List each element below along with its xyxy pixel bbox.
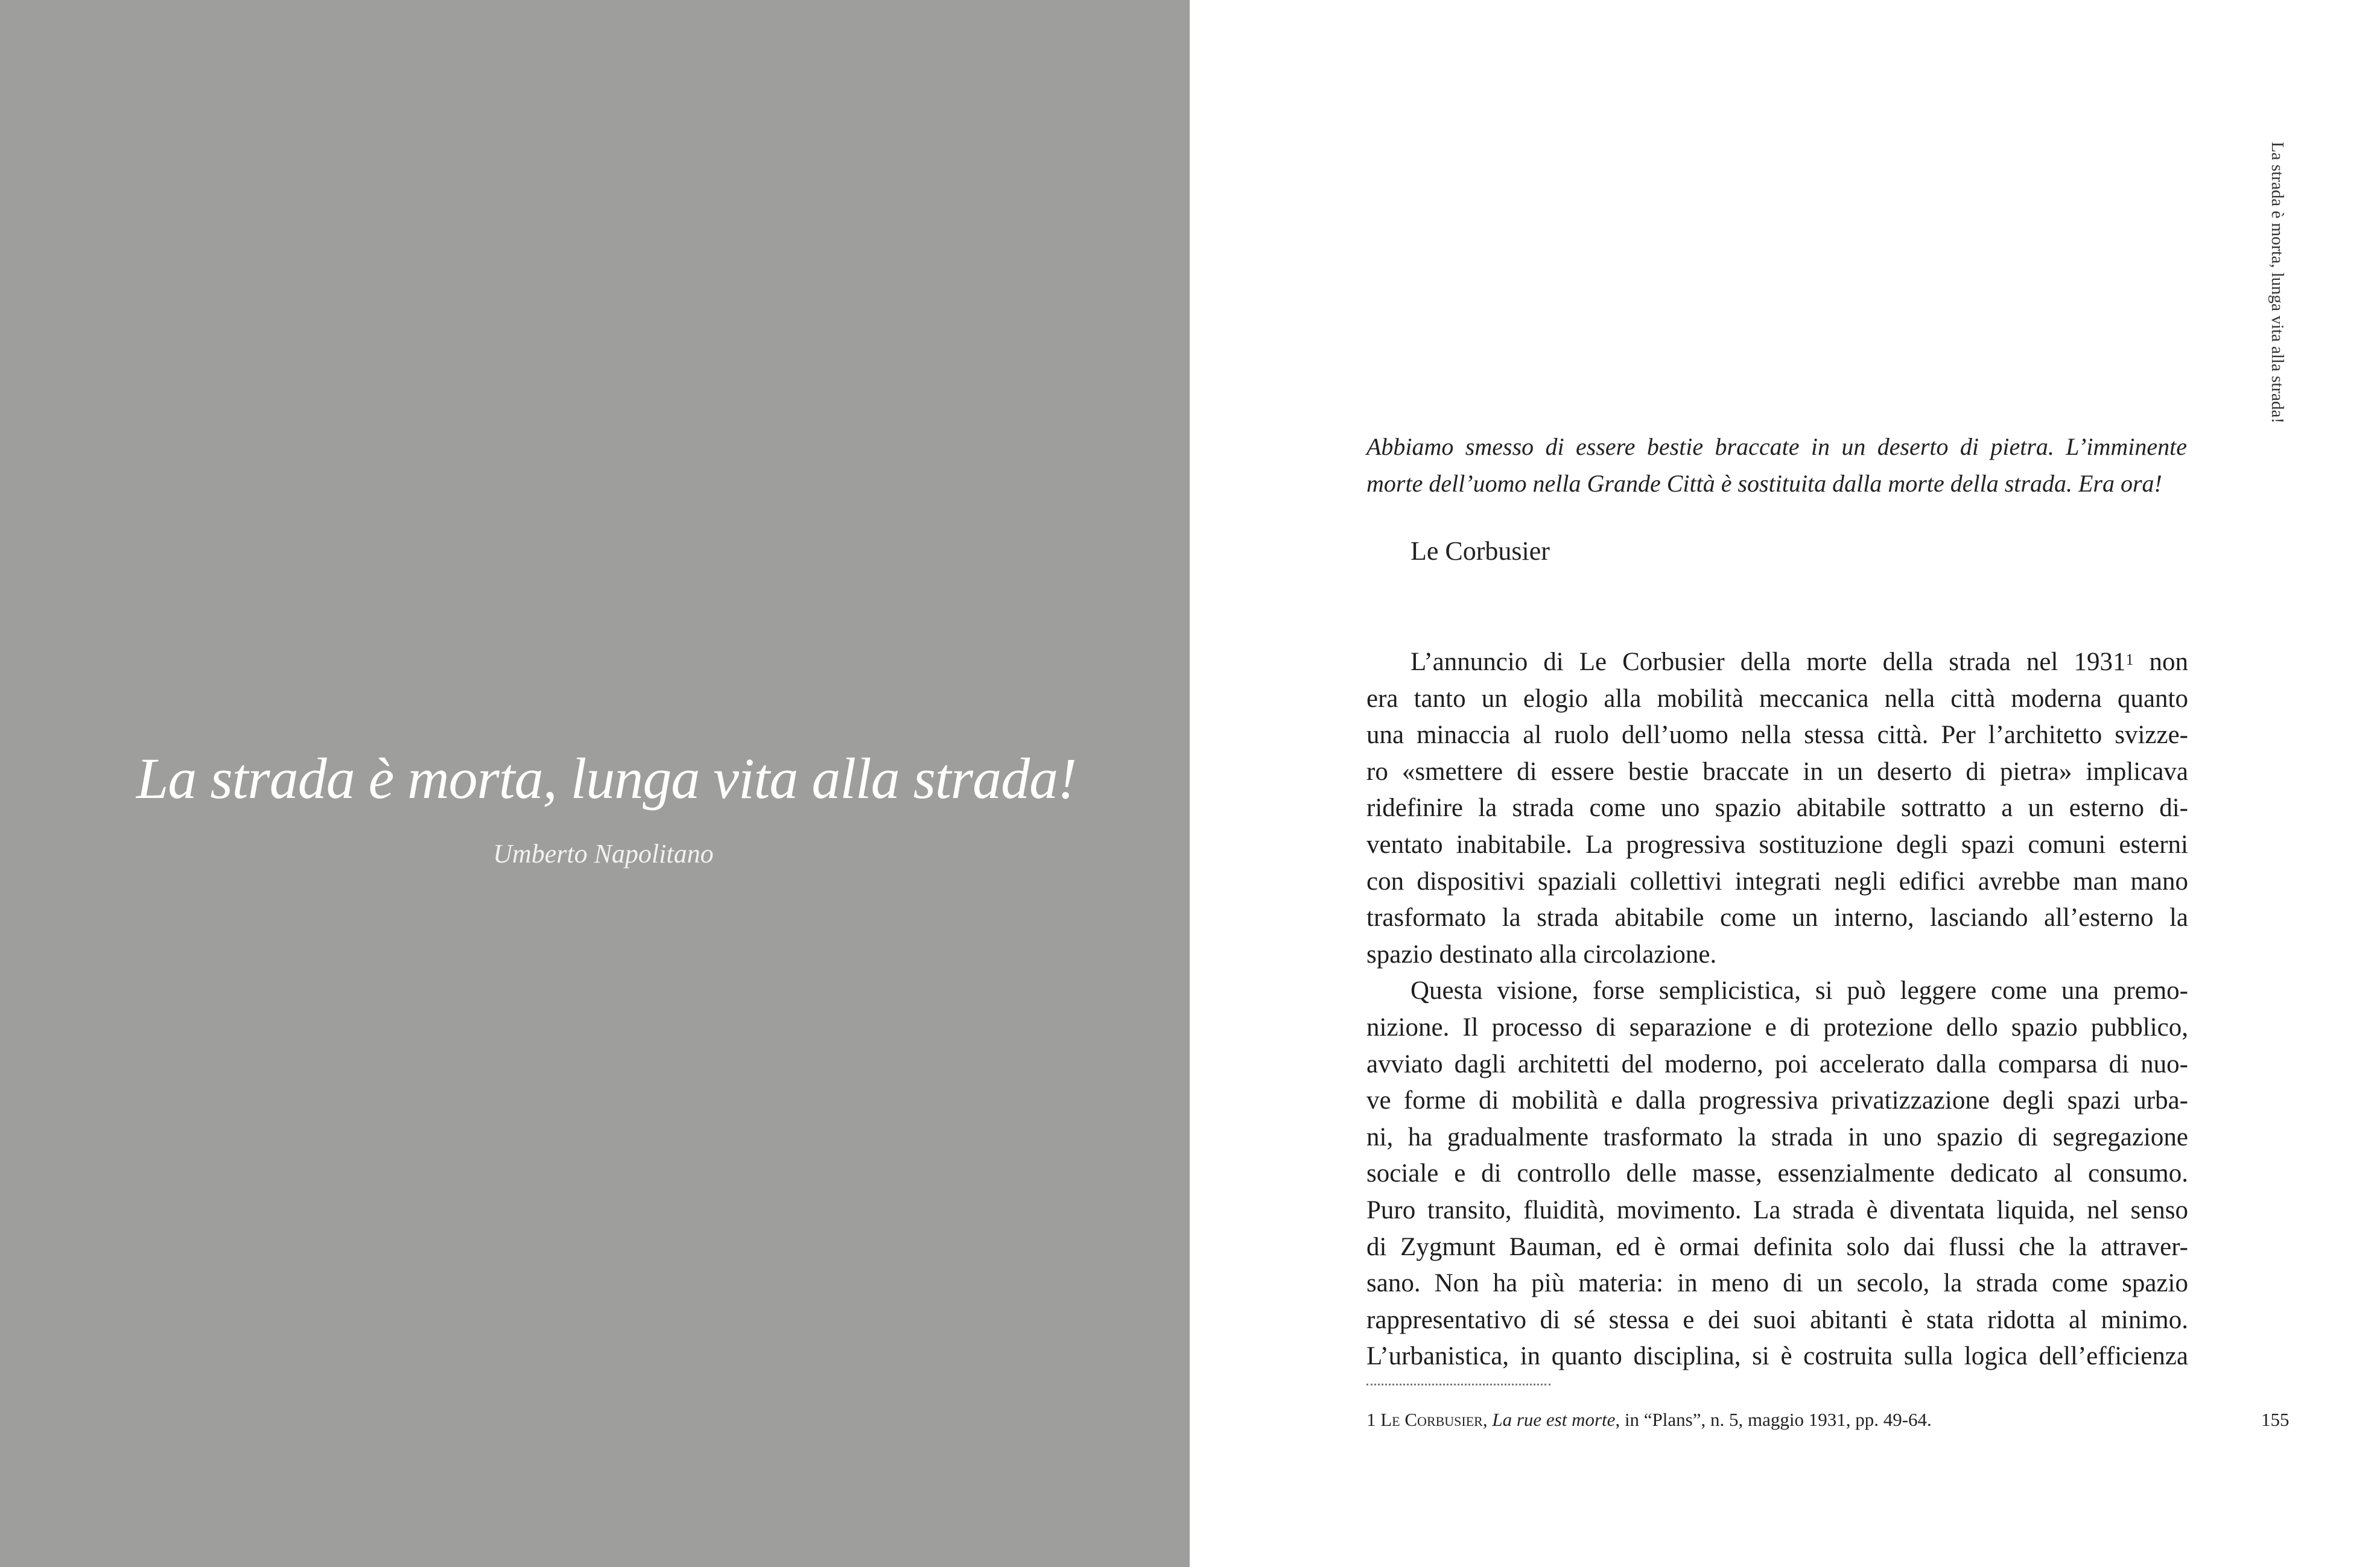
chapter-title: La strada è morta, lunga vita alla strada! xyxy=(136,746,1077,811)
body-line: era tanto un elogio alla mobilità meccanica nella città moderna quanto xyxy=(1366,684,2188,713)
body-line: sociale e di controllo delle masse, essenzialmente dedicato al consumo. xyxy=(1366,1159,2188,1188)
body-line: L’urbanistica, in quanto disciplina, si è costruita sulla logica dell’efficienza xyxy=(1366,1342,2188,1371)
footnote-divider xyxy=(1366,1384,1550,1385)
body-line: rappresentativo di sé stessa e dei suoi abitanti è stata ridotta al minimo. xyxy=(1366,1305,2188,1334)
body-line: ro «smettere di essere bestie braccate in un deserto di pietra» implicava xyxy=(1366,757,2188,786)
footnote-reference: 1 xyxy=(2125,651,2134,668)
body-line: una minaccia al ruolo dell’uomo nella stessa città. Per l’architetto svizze- xyxy=(1366,721,2188,750)
footnote-work-title: La rue est morte xyxy=(1492,1409,1616,1430)
body-line xyxy=(1366,644,2188,681)
running-head: La strada è morta, lunga vita alla strada! xyxy=(2268,142,2287,424)
body-line: ventato inabitabile. La progressiva sostituzione degli spazi comuni esterni xyxy=(1366,830,2188,859)
body-line-text: L’annuncio di Le Corbusier della morte della strada nel 1931 xyxy=(1411,648,2126,676)
body-text xyxy=(1366,644,2188,1375)
body-line: nizione. Il processo di separazione e di protezione dello spazio pubblico, xyxy=(1366,1013,2188,1042)
page-number: 155 xyxy=(2261,1409,2290,1430)
body-line: avviato dagli architetti del moderno, poi accelerato dalla comparsa di nuo- xyxy=(1366,1049,2188,1078)
body-line: ve forme di mobilità e dalla progressiva privatizzazione degli spazi urba- xyxy=(1366,1086,2188,1115)
footnote-number: 1 xyxy=(1366,1409,1376,1430)
body-line: trasformato la strada abitabile come un interno, lasciando all’esterno la xyxy=(1366,904,2188,932)
body-line: ridefinire la strada come uno spazio abitabile sottratto a un esterno di- xyxy=(1366,794,2188,823)
footnote-separator: , xyxy=(1482,1409,1488,1430)
body-line: ni, ha gradualmente trasformato la strada in uno spazio di segregazione xyxy=(1366,1122,2188,1151)
footnote-author: Le Corbusier xyxy=(1380,1409,1483,1430)
body-line: di Zygmunt Bauman, ed è ormai definita solo dai flussi che la attraver- xyxy=(1366,1232,2188,1261)
body-line: Puro transito, fluidità, movimento. La strada è diventata liquida, nel senso xyxy=(1366,1195,2188,1224)
body-line-text: non xyxy=(2133,648,2188,676)
body-line: Questa visione, forse semplicistica, si può leggere come una premo- xyxy=(1411,977,2188,1005)
body-line: con dispositivi spaziali collettivi integrati negli edifici avrebbe man mano xyxy=(1366,867,2188,896)
epigraph-author: Le Corbusier xyxy=(1411,536,1550,566)
chapter-author: Umberto Napolitano xyxy=(493,839,714,869)
body-line: sano. Non ha più materia: in meno di un secolo, la strada come spazio xyxy=(1366,1269,2188,1298)
footnote-details: , in “Plans”, n. 5, maggio 1931, pp. 49-64. xyxy=(1615,1409,1932,1430)
body-line: spazio destinato alla circolazione. xyxy=(1366,940,1717,969)
footnote xyxy=(1366,1409,1932,1431)
epigraph: Abbiamo smesso di essere bestie braccate in un deserto di pietra. L’imminente morte dell’uomo nella Grande Città è sostituita dalla morte della strada. Era ora! xyxy=(1366,433,2187,497)
